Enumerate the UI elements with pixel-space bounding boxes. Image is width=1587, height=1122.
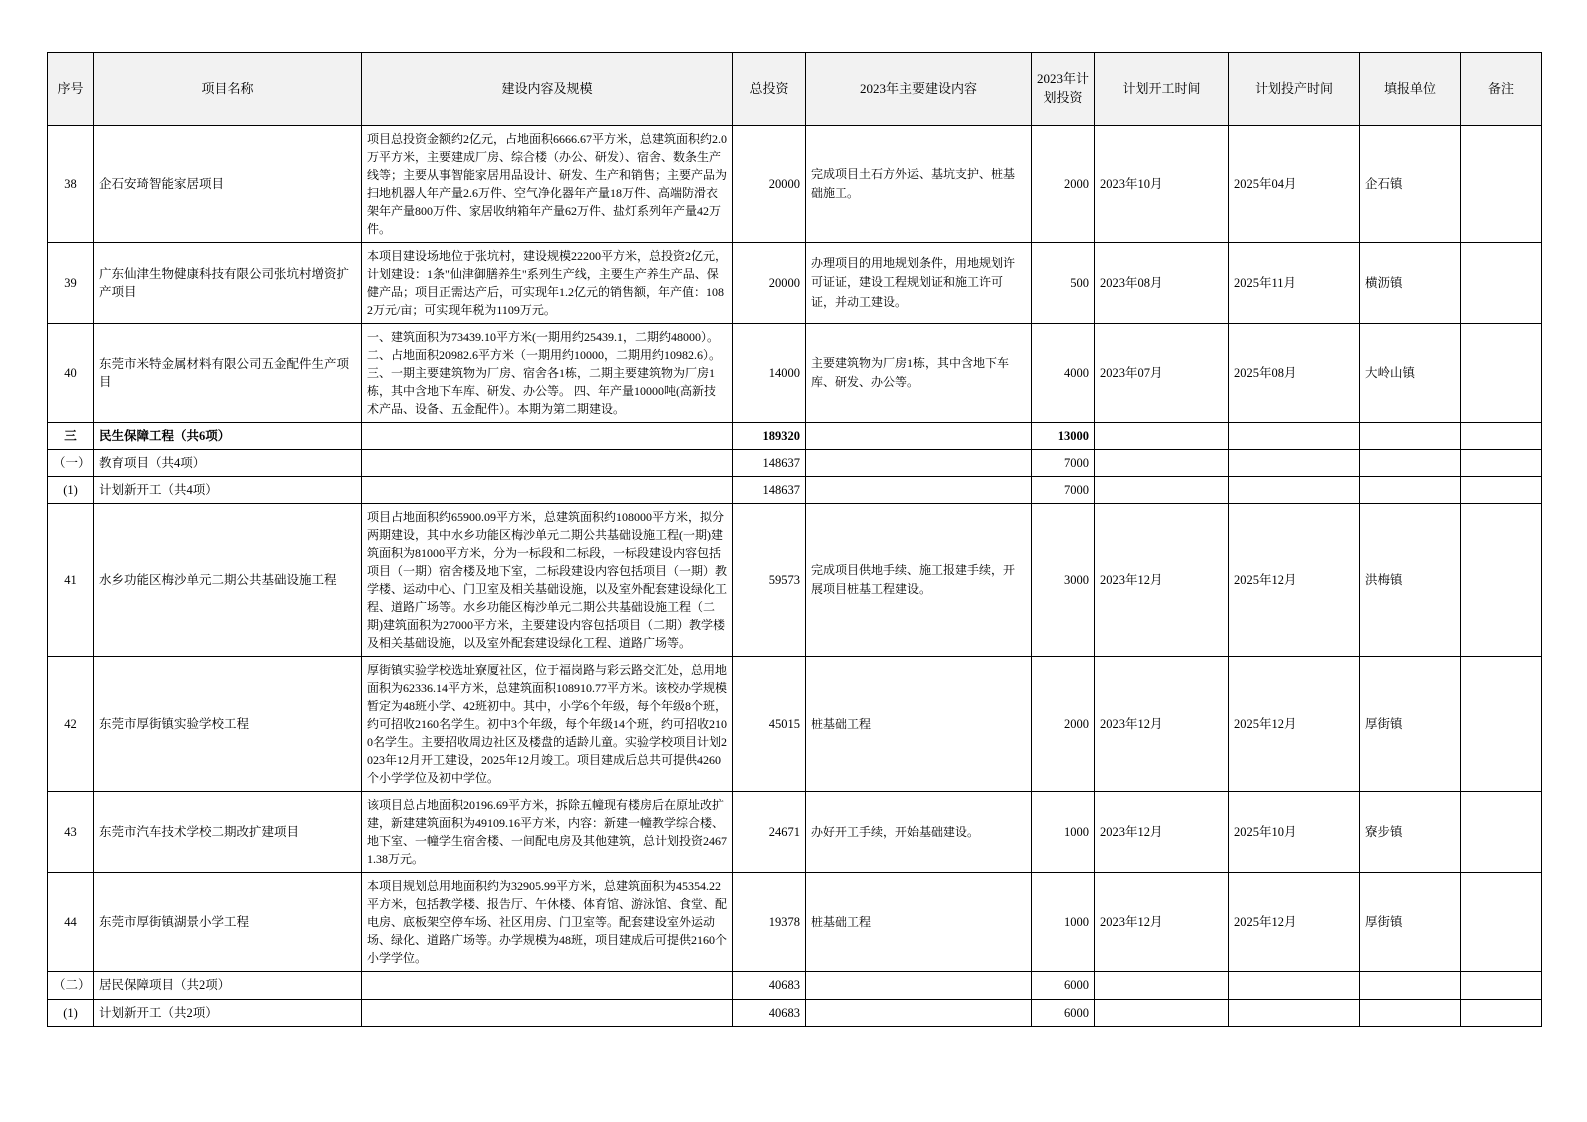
table-body	[48, 126, 1542, 1027]
cell-2023-content: 主要建筑物为厂房1栋，其中含地下车库、研发、办公等。	[806, 324, 1032, 423]
column-header-2023-plan: 2023年计划投资	[1032, 53, 1095, 126]
cell-project-name: 广东仙津生物健康科技有限公司张坑村增资扩产项目	[94, 243, 362, 324]
cell-reporting-unit	[1360, 423, 1461, 450]
cell-remarks	[1461, 450, 1542, 477]
cell-project-name: 计划新开工（共2项）	[94, 999, 362, 1026]
table-row	[48, 126, 1542, 243]
cell-scope	[362, 450, 733, 477]
project-investment-sheet	[47, 52, 1541, 1027]
cell-start-time: 2023年12月	[1095, 504, 1229, 657]
cell-scope: 项目总投资金额约2亿元，占地面积6666.67平方米，总建筑面积约2.0万平方米，主要建成厂房、综合楼（办公、研发）、宿舍、数条生产线等；主要从事智能家居用品设计、研发、生产和销售；主要产品为扫地机器人年产量2.6万件、空气净化器年产量18万件、高端防滑衣架年产量800万件、家居收纳箱年产量62万件、盐灯系列年产量42万件。	[362, 126, 733, 243]
cell-project-name: 东莞市厚街镇实验学校工程	[94, 657, 362, 792]
cell-project-name: 教育项目（共4项）	[94, 450, 362, 477]
cell-production-time: 2025年12月	[1229, 504, 1360, 657]
cell-total-investment: 148637	[733, 477, 806, 504]
table-header	[48, 53, 1542, 126]
cell-start-time: 2023年12月	[1095, 657, 1229, 792]
cell-start-time	[1095, 450, 1229, 477]
cell-2023-plan: 2000	[1032, 657, 1095, 792]
header-row	[48, 53, 1542, 126]
cell-total-investment: 20000	[733, 126, 806, 243]
cell-reporting-unit: 横沥镇	[1360, 243, 1461, 324]
table-row	[48, 423, 1542, 450]
cell-scope	[362, 423, 733, 450]
cell-scope	[362, 999, 733, 1026]
cell-remarks	[1461, 999, 1542, 1026]
cell-total-investment: 148637	[733, 450, 806, 477]
cell-remarks	[1461, 504, 1542, 657]
cell-2023-content: 办好开工手续，开始基础建设。	[806, 792, 1032, 873]
cell-remarks	[1461, 126, 1542, 243]
cell-production-time: 2025年04月	[1229, 126, 1360, 243]
column-header-project-name: 项目名称	[94, 53, 362, 126]
cell-production-time	[1229, 423, 1360, 450]
cell-project-name: 民生保障工程（共6项）	[94, 423, 362, 450]
cell-2023-plan: 7000	[1032, 450, 1095, 477]
cell-scope	[362, 972, 733, 999]
cell-index: (1)	[48, 477, 94, 504]
column-header-reporting-unit: 填报单位	[1360, 53, 1461, 126]
cell-scope: 一、建筑面积为73439.10平方米(一期用约25439.1，二期约48000）。 二、占地面积20982.6平方米（一期用约10000，二期用约10982.6）。 三、一期主要建筑物为厂房、宿舍各1栋，二期主要建筑物为厂房1栋，其中含地下车库、研发、办公等。 四、年产量10000吨(高新技术产品、设备、五金配件）。本期为第二期建设。	[362, 324, 733, 423]
cell-2023-content: 桩基础工程	[806, 873, 1032, 972]
cell-scope: 厚街镇实验学校选址寮厦社区，位于福岗路与彩云路交汇处，总用地面积为62336.14平方米，总建筑面积108910.77平方米。该校办学规模暂定为48班小学、42班初中。其中，小学6个年级，每个年级8个班，约可招收2160名学生。初中3个年级，每个年级14个班，约可招收2100名学生。主要招收周边社区及楼盘的适龄儿童。实验学校项目计划2023年12月开工建设，2025年12月竣工。项目建成后总共可提供4260个小学学位及初中学位。	[362, 657, 733, 792]
column-header-start-time: 计划开工时间	[1095, 53, 1229, 126]
cell-reporting-unit: 厚街镇	[1360, 873, 1461, 972]
cell-index: 42	[48, 657, 94, 792]
cell-production-time	[1229, 477, 1360, 504]
table-row	[48, 972, 1542, 999]
cell-2023-plan: 1000	[1032, 873, 1095, 972]
cell-2023-content	[806, 972, 1032, 999]
cell-scope: 本项目建设场地位于张坑村，建设规模22200平方米，总投资2亿元，计划建设：1条"仙津御膳养生"系列生产线，主要生产养生产品、保健产品；项目正需达产后，可实现年1.2亿元的销售额，年产值：1082万元/亩；可实现年税为1109万元。	[362, 243, 733, 324]
cell-2023-plan: 2000	[1032, 126, 1095, 243]
column-header-production-time: 计划投产时间	[1229, 53, 1360, 126]
cell-index: （一）	[48, 450, 94, 477]
cell-total-investment: 59573	[733, 504, 806, 657]
cell-index: 三	[48, 423, 94, 450]
cell-index: 41	[48, 504, 94, 657]
cell-production-time	[1229, 450, 1360, 477]
cell-2023-content: 完成项目供地手续、施工报建手续，开展项目桩基工程建设。	[806, 504, 1032, 657]
cell-total-investment: 14000	[733, 324, 806, 423]
cell-project-name: 水乡功能区梅沙单元二期公共基础设施工程	[94, 504, 362, 657]
cell-remarks	[1461, 477, 1542, 504]
column-header-remarks: 备注	[1461, 53, 1542, 126]
cell-remarks	[1461, 972, 1542, 999]
cell-scope	[362, 477, 733, 504]
cell-index: (1)	[48, 999, 94, 1026]
cell-start-time	[1095, 999, 1229, 1026]
cell-project-name: 东莞市汽车技术学校二期改扩建项目	[94, 792, 362, 873]
table-row	[48, 873, 1542, 972]
cell-project-name: 东莞市米特金属材料有限公司五金配件生产项目	[94, 324, 362, 423]
cell-total-investment: 189320	[733, 423, 806, 450]
cell-reporting-unit: 洪梅镇	[1360, 504, 1461, 657]
cell-2023-plan: 7000	[1032, 477, 1095, 504]
cell-2023-plan: 4000	[1032, 324, 1095, 423]
cell-scope: 本项目规划总用地面积约为32905.99平方米，总建筑面积为45354.22平方米，包括教学楼、报告厅、午休楼、体育馆、游泳馆、食堂、配电房、底板架空停车场、社区用房、门卫室等。配套建设室外运动场、绿化、道路广场等。办学规模为48班，项目建成后可提供2160个小学学位。	[362, 873, 733, 972]
cell-reporting-unit: 厚街镇	[1360, 657, 1461, 792]
cell-2023-content	[806, 999, 1032, 1026]
cell-index: （二）	[48, 972, 94, 999]
table-row	[48, 477, 1542, 504]
cell-production-time: 2025年12月	[1229, 873, 1360, 972]
cell-start-time: 2023年08月	[1095, 243, 1229, 324]
cell-index: 43	[48, 792, 94, 873]
column-header-2023-content: 2023年主要建设内容	[806, 53, 1032, 126]
table-row	[48, 792, 1542, 873]
cell-index: 40	[48, 324, 94, 423]
cell-project-name: 企石安琦智能家居项目	[94, 126, 362, 243]
cell-2023-plan: 13000	[1032, 423, 1095, 450]
cell-start-time	[1095, 423, 1229, 450]
cell-reporting-unit: 寮步镇	[1360, 792, 1461, 873]
table-row	[48, 243, 1542, 324]
cell-2023-plan: 500	[1032, 243, 1095, 324]
cell-production-time: 2025年11月	[1229, 243, 1360, 324]
table-row	[48, 324, 1542, 423]
cell-remarks	[1461, 324, 1542, 423]
cell-2023-content: 办理项目的用地规划条件，用地规划许可证证，建设工程规划证和施工许可证，并动工建设。	[806, 243, 1032, 324]
cell-reporting-unit	[1360, 999, 1461, 1026]
cell-remarks	[1461, 423, 1542, 450]
project-table	[47, 52, 1542, 1027]
cell-2023-content: 完成项目土石方外运、基坑支护、桩基础施工。	[806, 126, 1032, 243]
cell-production-time	[1229, 999, 1360, 1026]
cell-project-name: 计划新开工（共4项）	[94, 477, 362, 504]
cell-reporting-unit	[1360, 450, 1461, 477]
column-header-index: 序号	[48, 53, 94, 126]
cell-total-investment: 40683	[733, 972, 806, 999]
cell-production-time: 2025年08月	[1229, 324, 1360, 423]
cell-2023-plan: 6000	[1032, 999, 1095, 1026]
table-row	[48, 657, 1542, 792]
table-row	[48, 504, 1542, 657]
cell-reporting-unit	[1360, 972, 1461, 999]
cell-2023-content	[806, 477, 1032, 504]
cell-2023-plan: 3000	[1032, 504, 1095, 657]
table-row	[48, 999, 1542, 1026]
cell-scope: 该项目总占地面积20196.69平方米，拆除五幢现有楼房后在原址改扩建，新建建筑面积为49109.16平方米，内容：新建一幢教学综合楼、地下室、一幢学生宿舍楼、一间配电房及其他建筑，总计划投资24671.38万元。	[362, 792, 733, 873]
cell-2023-content	[806, 423, 1032, 450]
cell-start-time: 2023年10月	[1095, 126, 1229, 243]
cell-total-investment: 24671	[733, 792, 806, 873]
cell-start-time	[1095, 972, 1229, 999]
cell-2023-plan: 6000	[1032, 972, 1095, 999]
cell-project-name: 东莞市厚街镇湖景小学工程	[94, 873, 362, 972]
cell-index: 38	[48, 126, 94, 243]
cell-remarks	[1461, 657, 1542, 792]
cell-2023-content	[806, 450, 1032, 477]
cell-index: 39	[48, 243, 94, 324]
cell-production-time	[1229, 972, 1360, 999]
table-row	[48, 450, 1542, 477]
cell-scope: 项目占地面积约65900.09平方米，总建筑面积约108000平方米，拟分两期建设，其中水乡功能区梅沙单元二期公共基础设施工程(一期)建筑面积为81000平方米，分为一标段和二标段，一标段建设内容包括项目（一期）宿舍楼及地下室，二标段建设内容包括项目（一期）教学楼、运动中心、门卫室及相关基础设施，以及室外配套建设绿化工程、道路广场等。水乡功能区梅沙单元二期公共基础设施工程（二期)建筑面积为27000平方米，主要建设内容包括项目（二期）教学楼及相关基础设施，以及室外配套建设绿化工程、道路广场等。	[362, 504, 733, 657]
cell-start-time: 2023年07月	[1095, 324, 1229, 423]
cell-production-time: 2025年10月	[1229, 792, 1360, 873]
column-header-scope: 建设内容及规模	[362, 53, 733, 126]
cell-index: 44	[48, 873, 94, 972]
column-header-total-investment: 总投资	[733, 53, 806, 126]
cell-start-time: 2023年12月	[1095, 792, 1229, 873]
cell-total-investment: 45015	[733, 657, 806, 792]
cell-remarks	[1461, 792, 1542, 873]
cell-reporting-unit	[1360, 477, 1461, 504]
cell-start-time	[1095, 477, 1229, 504]
cell-2023-content: 桩基础工程	[806, 657, 1032, 792]
cell-start-time: 2023年12月	[1095, 873, 1229, 972]
cell-reporting-unit: 企石镇	[1360, 126, 1461, 243]
cell-total-investment: 40683	[733, 999, 806, 1026]
cell-total-investment: 20000	[733, 243, 806, 324]
cell-2023-plan: 1000	[1032, 792, 1095, 873]
cell-total-investment: 19378	[733, 873, 806, 972]
cell-remarks	[1461, 873, 1542, 972]
cell-project-name: 居民保障项目（共2项）	[94, 972, 362, 999]
cell-production-time: 2025年12月	[1229, 657, 1360, 792]
cell-remarks	[1461, 243, 1542, 324]
cell-reporting-unit: 大岭山镇	[1360, 324, 1461, 423]
